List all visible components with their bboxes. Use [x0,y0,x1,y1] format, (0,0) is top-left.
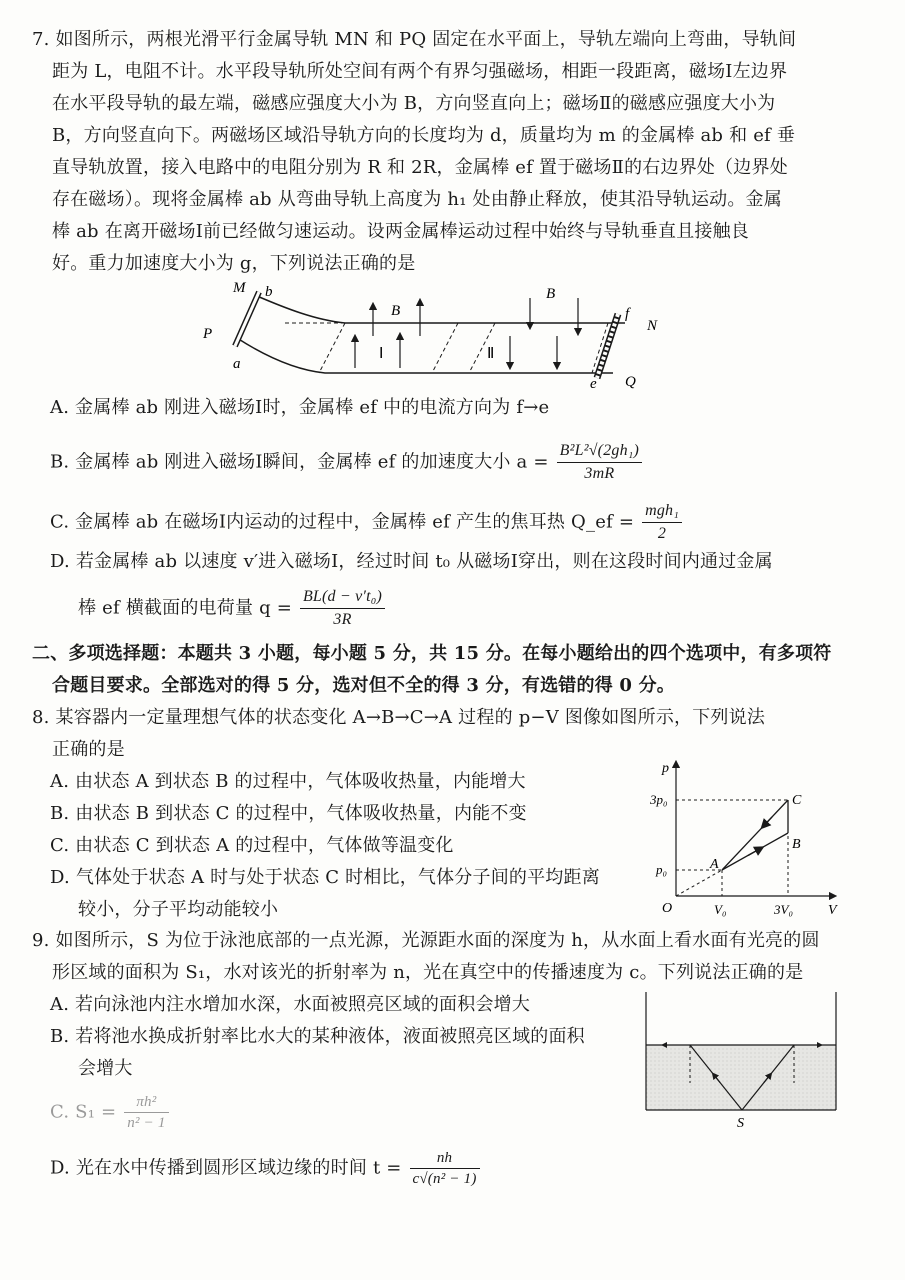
label-p0: p₀ [656,862,668,877]
label-e: e [590,376,597,390]
q9-stem-line-2: 形区域的面积为 S₁，水对该光的折射率为 n，光在真空中的传播速度为 c。下列说法正确的是 [52,962,804,983]
label-v-axis: V [828,903,837,918]
section-2-line-1: 二、多项选择题：本题共 3 小题，每小题 5 分，共 15 分。在每小题给出的四个选项中，有多项符 [32,643,832,664]
label-b: b [265,284,273,300]
q9-option-b-line-1: B. 若将池水换成折射率比水大的某种液体，液面被照亮区域的面积 [50,1026,585,1047]
q9-stem-line-1: 9. 如图所示，S 为位于泳池底部的一点光源，光源距水面的深度为 h，从水面上看水面有光亮的圆 [32,930,820,951]
q9-option-c-denominator: n² − 1 [127,1115,166,1131]
q8-pv-graph [648,756,848,921]
q9-option-d-numerator: nh [410,1148,480,1169]
q9-option-c-fraction [124,1092,168,1133]
label-n: N [647,318,658,334]
q7-stem-line-8: 好。重力加速度大小为 g，下列说法正确的是 [52,253,416,274]
q8-option-c: C. 由状态 C 到状态 A 的过程中，气体做等温变化 [50,835,454,856]
label-q: Q [625,374,636,390]
q9-option-d-denominator: c√(n² − 1) [412,1171,477,1187]
label-3v0: 3V₀ [774,902,793,917]
q7-stem-line-2: 距为 L，电阻不计。水平段导轨所处空间有两个有界匀强磁场，相距一段距离，磁场Ⅰ左边界 [52,61,788,82]
rail-mn [257,296,625,323]
q7-option-d-numerator: BL(d − v′t₀) [300,586,385,609]
q7-option-d-line-1: D. 若金属棒 ab 以速度 v′进入磁场Ⅰ，经过时间 t₀ 从磁场Ⅰ穿出，则在这段时间内通过金属 [50,551,773,572]
label-state-a: A [710,857,719,872]
q8-option-b: B. 由状态 B 到状态 C 的过程中，气体吸收热量，内能不变 [50,803,527,824]
label-origin: O [662,901,673,916]
q8-stem-line-2: 正确的是 [52,739,125,760]
label-state-c: C [792,793,802,808]
q7-option-c-fraction [642,500,682,545]
q9-option-c-numerator: πh² [124,1092,168,1113]
q7-option-d-line-2 [78,586,387,631]
q9-option-d [50,1148,482,1189]
label-a: a [233,356,241,372]
q9-option-c [50,1092,171,1133]
q8-option-d-line-1: D. 气体处于状态 A 时与处于状态 C 时相比，气体分子间的平均距离 [50,867,600,888]
section-2-line-2: 合题目要求。全部选对的得 5 分，选对但不全的得 3 分，有选错的得 0 分。 [52,675,675,696]
q7-option-d-fraction [300,586,385,631]
q8-stem-line-1: 8. 某容器内一定量理想气体的状态变化 A→B→C→A 过程的 p−V 图像如图所示，下列说法 [32,707,766,728]
q9-option-b-line-2: 会增大 [78,1058,133,1079]
pool-water [646,1045,836,1110]
q7-stem-line-3: 在水平段导轨的最左端，磁感应强度大小为 B，方向竖直向上；磁场Ⅱ的磁感应强度大小为 [52,93,776,114]
q7-stem-line-7: 棒 ab 在离开磁场Ⅰ前已经做匀速运动。设两金属棒运动过程中始终与导轨垂直且接触良 [52,221,750,242]
q7-stem-line-4: B，方向竖直向下。两磁场区域沿导轨方向的长度均为 d，质量均为 m 的金属棒 ab 和 ef 垂 [52,125,796,146]
q9-option-a: A. 若向泳池内注水增加水深，水面被照亮区域的面积会增大 [50,994,531,1015]
label-region-2: Ⅱ [487,346,495,362]
label-3p0: 3p₀ [650,792,668,807]
q9-pool-diagram [642,988,840,1130]
q7-option-b-text: B. 金属棒 ab 刚进入磁场Ⅰ瞬间，金属棒 ef 的加速度大小 a = [50,451,549,473]
q7-stem-line-1: 7. 如图所示，两根光滑平行金属导轨 MN 和 PQ 固定在水平面上，导轨左端向上弯曲，导轨间 [32,29,797,50]
q7-option-d-denominator: 3R [333,611,352,628]
q7-option-c-denominator: 2 [657,525,667,542]
q7-option-c [50,500,684,545]
rod-ab [235,292,259,346]
label-m: M [233,280,246,296]
q9-option-c-text: C. S₁ = [50,1101,117,1123]
q9-option-d-fraction [410,1148,480,1189]
label-p-axis: p [662,761,669,776]
label-b-field-2: B [546,286,556,302]
path-c-to-a [722,800,788,870]
q7-option-d-text: 棒 ef 横截面的电荷量 q = [78,597,293,619]
q7-option-b-numerator: B²L²√(2gh₁) [557,440,642,463]
q7-stem-line-5: 直导轨放置，接入电路中的电阻分别为 R 和 2R，金属棒 ef 置于磁场Ⅱ的右边界处（边界处 [52,157,788,178]
q9-option-d-text: D. 光在水中传播到圆形区域边缘的时间 t = [50,1157,402,1179]
label-s: S [737,1116,744,1130]
q7-option-b-denominator: 3mR [584,465,615,482]
q7-stem-line-6: 存在磁场）。现将金属棒 ab 从弯曲导轨上高度为 h₁ 处由静止释放，使其沿导轨运动。金属 [52,189,782,210]
q8-option-d-line-2: 较小，分子平均动能较小 [78,899,279,920]
q8-option-a: A. 由状态 A 到状态 B 的过程中，气体吸收热量，内能增大 [50,771,526,792]
label-region-1: Ⅰ [379,346,384,362]
label-b-field-1: B [391,303,401,319]
label-state-b: B [792,837,801,852]
label-p: P [203,326,213,342]
q7-option-c-numerator: mgh₁ [642,500,682,523]
label-f: f [625,306,630,322]
q7-rail-diagram [195,278,675,390]
label-v0: V₀ [714,902,727,917]
q7-option-b [50,440,644,485]
q7-option-c-text: C. 金属棒 ab 在磁场Ⅰ内运动的过程中，金属棒 ef 产生的焦耳热 Q_ef = [50,511,635,533]
q7-option-a: A. 金属棒 ab 刚进入磁场Ⅰ时，金属棒 ef 中的电流方向为 f→e [50,397,550,418]
q7-option-b-fraction [557,440,642,485]
